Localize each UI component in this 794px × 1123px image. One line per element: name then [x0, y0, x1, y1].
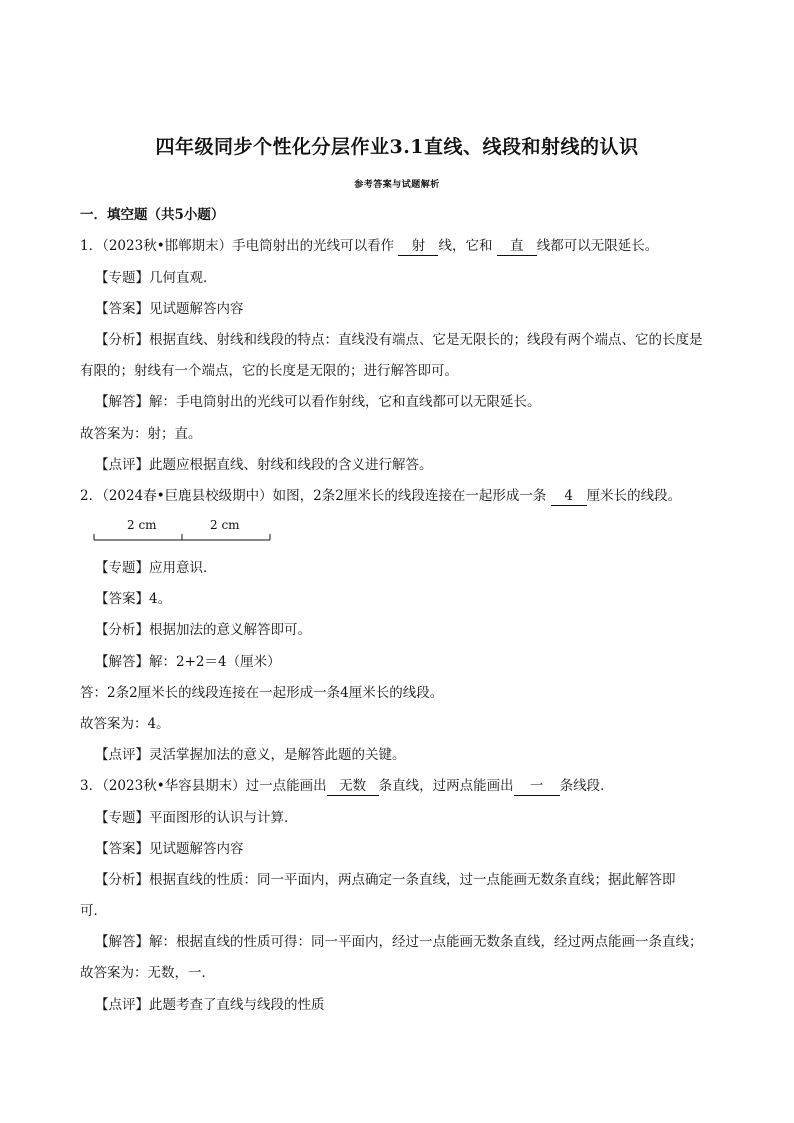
q2-source: （2024春•巨鹿县校级期中） [102, 488, 273, 504]
q2-solution-tag: 【解答】 [95, 654, 149, 670]
q2-solution [95, 652, 281, 672]
q3-answer-text: 见试题解答内容 [149, 841, 244, 857]
q3-analysis-cont: 可． [80, 903, 107, 919]
q3-solution-text: 解：根据直线的性质可得：同一平面内，经过一点能画无数条直线，经过两点能画一条直线； [149, 934, 703, 950]
q1-answer [95, 299, 244, 319]
q1-analysis-tag: 【分析】 [95, 332, 149, 348]
q2-reply: 答：2条2厘米长的线段连接在一起形成一条4厘米长的线段。 [80, 685, 444, 701]
q2-final: 故答案为：4。 [80, 716, 170, 732]
segment-figure [93, 516, 273, 546]
q3-stem [80, 776, 614, 796]
q1-analysis [95, 330, 703, 350]
q1-stem [80, 236, 658, 256]
q1-final: 故答案为：射；直。 [80, 426, 202, 442]
q1-stem-b: 线，它和 [438, 238, 493, 254]
q1-analysis-text: 根据直线、射线和线段的特点：直线没有端点、它是无限长的；线段有两个端点、它的长度是 [149, 332, 703, 348]
q1-blank1: 射 [398, 238, 438, 256]
q2-topic-text: 应用意识． [149, 560, 217, 576]
q3-analysis-tag: 【分析】 [95, 872, 149, 888]
q3-final: 故答案为：无数，一． [80, 965, 215, 981]
q1-comment-tag: 【点评】 [95, 457, 149, 473]
q3-answer-tag: 【答案】 [95, 841, 149, 857]
q1-solution [95, 392, 541, 412]
q3-analysis [95, 870, 676, 890]
q1-comment [95, 455, 433, 475]
q1-comment-text: 此题应根据直线、射线和线段的含义进行解答。 [149, 457, 433, 473]
q3-blank1: 无数 [327, 778, 379, 796]
q3-number: 3． [80, 778, 103, 794]
q3-stem-b: 条直线，过两点能画出 [378, 778, 514, 794]
q1-topic [95, 268, 217, 288]
q3-comment-text: 此题考查了直线与线段的性质 [149, 997, 325, 1013]
q1-analysis-cont: 有限的；射线有一个端点，它的长度是无限的；进行解答即可。 [80, 363, 458, 379]
q2-topic [95, 558, 217, 578]
q1-solution-text: 解：手电筒射出的光线可以看作射线，它和直线都可以无限延长。 [149, 394, 541, 410]
q3-answer [95, 839, 244, 859]
q1-answer-tag: 【答案】 [95, 301, 149, 317]
q2-answer [95, 589, 171, 609]
q3-comment-tag: 【点评】 [95, 997, 149, 1013]
q1-solution-tag: 【解答】 [95, 394, 149, 410]
q2-analysis-text: 根据加法的意义解答即可。 [149, 622, 311, 638]
q3-analysis-text: 根据直线的性质：同一平面内，两点确定一条直线，过一点能画无数条直线；据此解答即 [149, 872, 676, 888]
q3-solution-tag: 【解答】 [95, 934, 149, 950]
section-heading: 一．填空题（共5小题） [80, 207, 225, 223]
segment-label-2: 2 cm [210, 518, 240, 532]
q3-comment [95, 995, 325, 1015]
page-title: 四年级同步个性化分层作业3.1直线、线段和射线的认识 [155, 136, 639, 158]
q1-number: 1． [80, 238, 103, 254]
q2-stem-a: 如图，2条2厘米长的线段连接在一起形成一条 [272, 488, 547, 504]
q1-source: （2023秋•邯郸期末） [102, 238, 233, 254]
q2-topic-tag: 【专题】 [95, 560, 149, 576]
q2-answer-text: 4。 [149, 591, 172, 607]
segment-label-1: 2 cm [127, 518, 157, 532]
q1-topic-text: 几何直观． [149, 270, 217, 286]
q2-stem-b: 厘米长的线段。 [586, 488, 682, 504]
q2-comment-text: 灵活掌握加法的意义，是解答此题的关键。 [149, 747, 406, 763]
q2-analysis [95, 620, 311, 640]
q2-analysis-tag: 【分析】 [95, 622, 149, 638]
q2-comment-tag: 【点评】 [95, 747, 149, 763]
q2-answer-tag: 【答案】 [95, 591, 149, 607]
q2-stem [80, 486, 681, 506]
segment-diagram [93, 516, 273, 546]
q3-topic-text: 平面图形的认识与计算． [149, 810, 298, 826]
q3-solution [95, 932, 703, 952]
q1-answer-text: 见试题解答内容 [149, 301, 244, 317]
q3-stem-c: 条线段． [559, 778, 614, 794]
q2-comment [95, 745, 406, 765]
q3-stem-a: 过一点能画出 [245, 778, 327, 794]
q1-blank2: 直 [497, 238, 537, 256]
q3-blank2: 一 [514, 778, 560, 796]
q2-blank: 4 [551, 488, 587, 506]
q3-topic [95, 808, 298, 828]
q1-stem-a: 手电筒射出的光线可以看作 [232, 238, 395, 254]
q2-solution-text: 解：2+2＝4（厘米） [149, 654, 281, 670]
q3-topic-tag: 【专题】 [95, 810, 149, 826]
q1-stem-c: 线都可以无限延长。 [536, 238, 659, 254]
q3-source: （2023秋•华容县期末） [102, 778, 246, 794]
q1-topic-tag: 【专题】 [95, 270, 149, 286]
page-subtitle: 参考答案与试题解析 [354, 180, 440, 190]
q2-number: 2． [80, 488, 103, 504]
